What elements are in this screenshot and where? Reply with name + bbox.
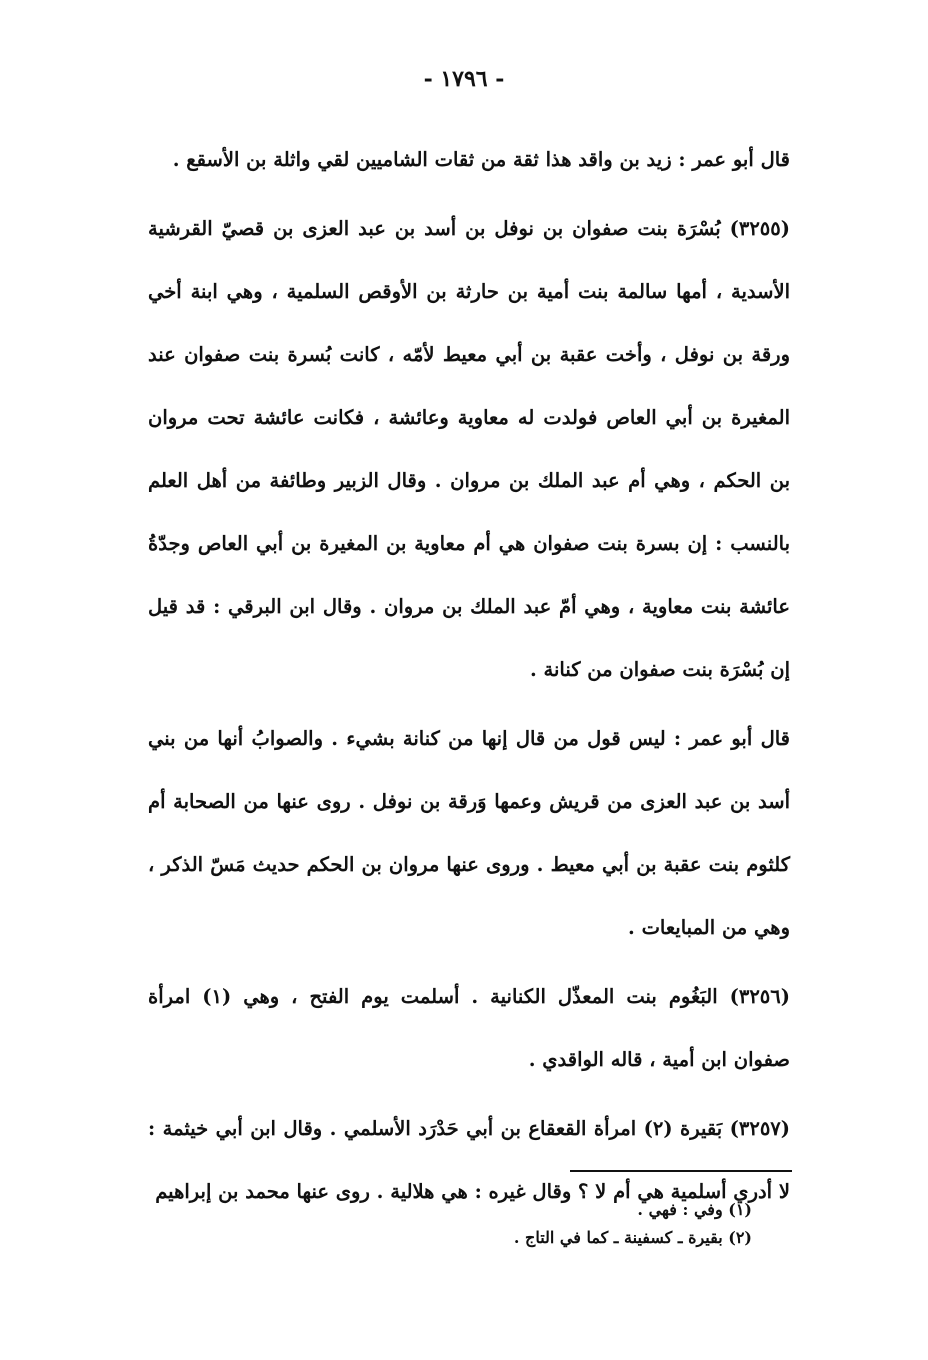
paragraph: قال أبو عمر : زيد بن واقد هذا ثقة من ثقات الشاميين لقي واثلة بن الأسقع .	[172, 148, 790, 171]
entry-3257: (٣٢٥٧) بَقيرة (٢) امرأة القعقاع بن أبي حَدْرَد الأسلمي . وقال ابن أبي خيثمة : لا أدري أسلمية هي أم لا ؟ وقال غيره : هي هلالية . روى عنها محمد بن إبراهيم	[148, 1117, 791, 1203]
footnote-1: (١) وفي : فهي .	[637, 1200, 752, 1219]
footnote-divider	[570, 1170, 792, 1172]
entry-3255: (٣٢٥٥) بُسْرَة بنت صفوان بن نوفل بن أسد بن عبد العزى بن قصيّ القرشية الأسدية ، أمها سالمة بنت أمية بن حارثة بن الأوقص السلمية ، وهي ابنة أخي ورقة بن نوفل ، وأخت عقبة بن أبي معيط لأمّه ، كانت بُسرة بنت صفوان عند المغيرة بن أبي العاص فولدت له معاوية وعائشة ، فكانت عائشة تحت مروان بن الحكم ، وهي أم عبد الملك بن مروان . وقال الزبير وطائفة من أهل العلم بالنسب : إن بسرة بنت صفوان هي أم معاوية بن المغيرة بن أبي العاص وجدّةُ عائشة بنت معاوية ، وهي أمّ عبد الملك بن مروان . وقال ابن البرقي : قد قيل إن بُسْرَة بنت صفوان من كنانة .	[148, 217, 790, 681]
entry-3256: (٣٢٥٦) البَغُوم بنت المعذّل الكنانية . أسلمت يوم الفتح ، وهي (١) امرأة صفوان ابن أمية ، قاله الواقدي .	[148, 985, 790, 1071]
page-number: - ١٧٩٦ -	[423, 66, 505, 92]
paragraph: قال أبو عمر : ليس قول من قال إنها من كنانة بشيء . والصوابُ أنها من بني أسد بن عبد العزى من قريش وعمها وَرقة بن نوفل . روى عنها من الصحابة أم كلثوم بنت عقبة بن أبي معيط . وروى عنها مروان بن الحكم حديث مَسّ الذكر ، وهي من المبايعات .	[148, 727, 790, 939]
footnote-2: (٢) بقيرة ـ كسفينة ـ كما في التاج .	[513, 1228, 752, 1247]
main-text	[148, 128, 790, 1223]
footnotes	[252, 1196, 752, 1252]
